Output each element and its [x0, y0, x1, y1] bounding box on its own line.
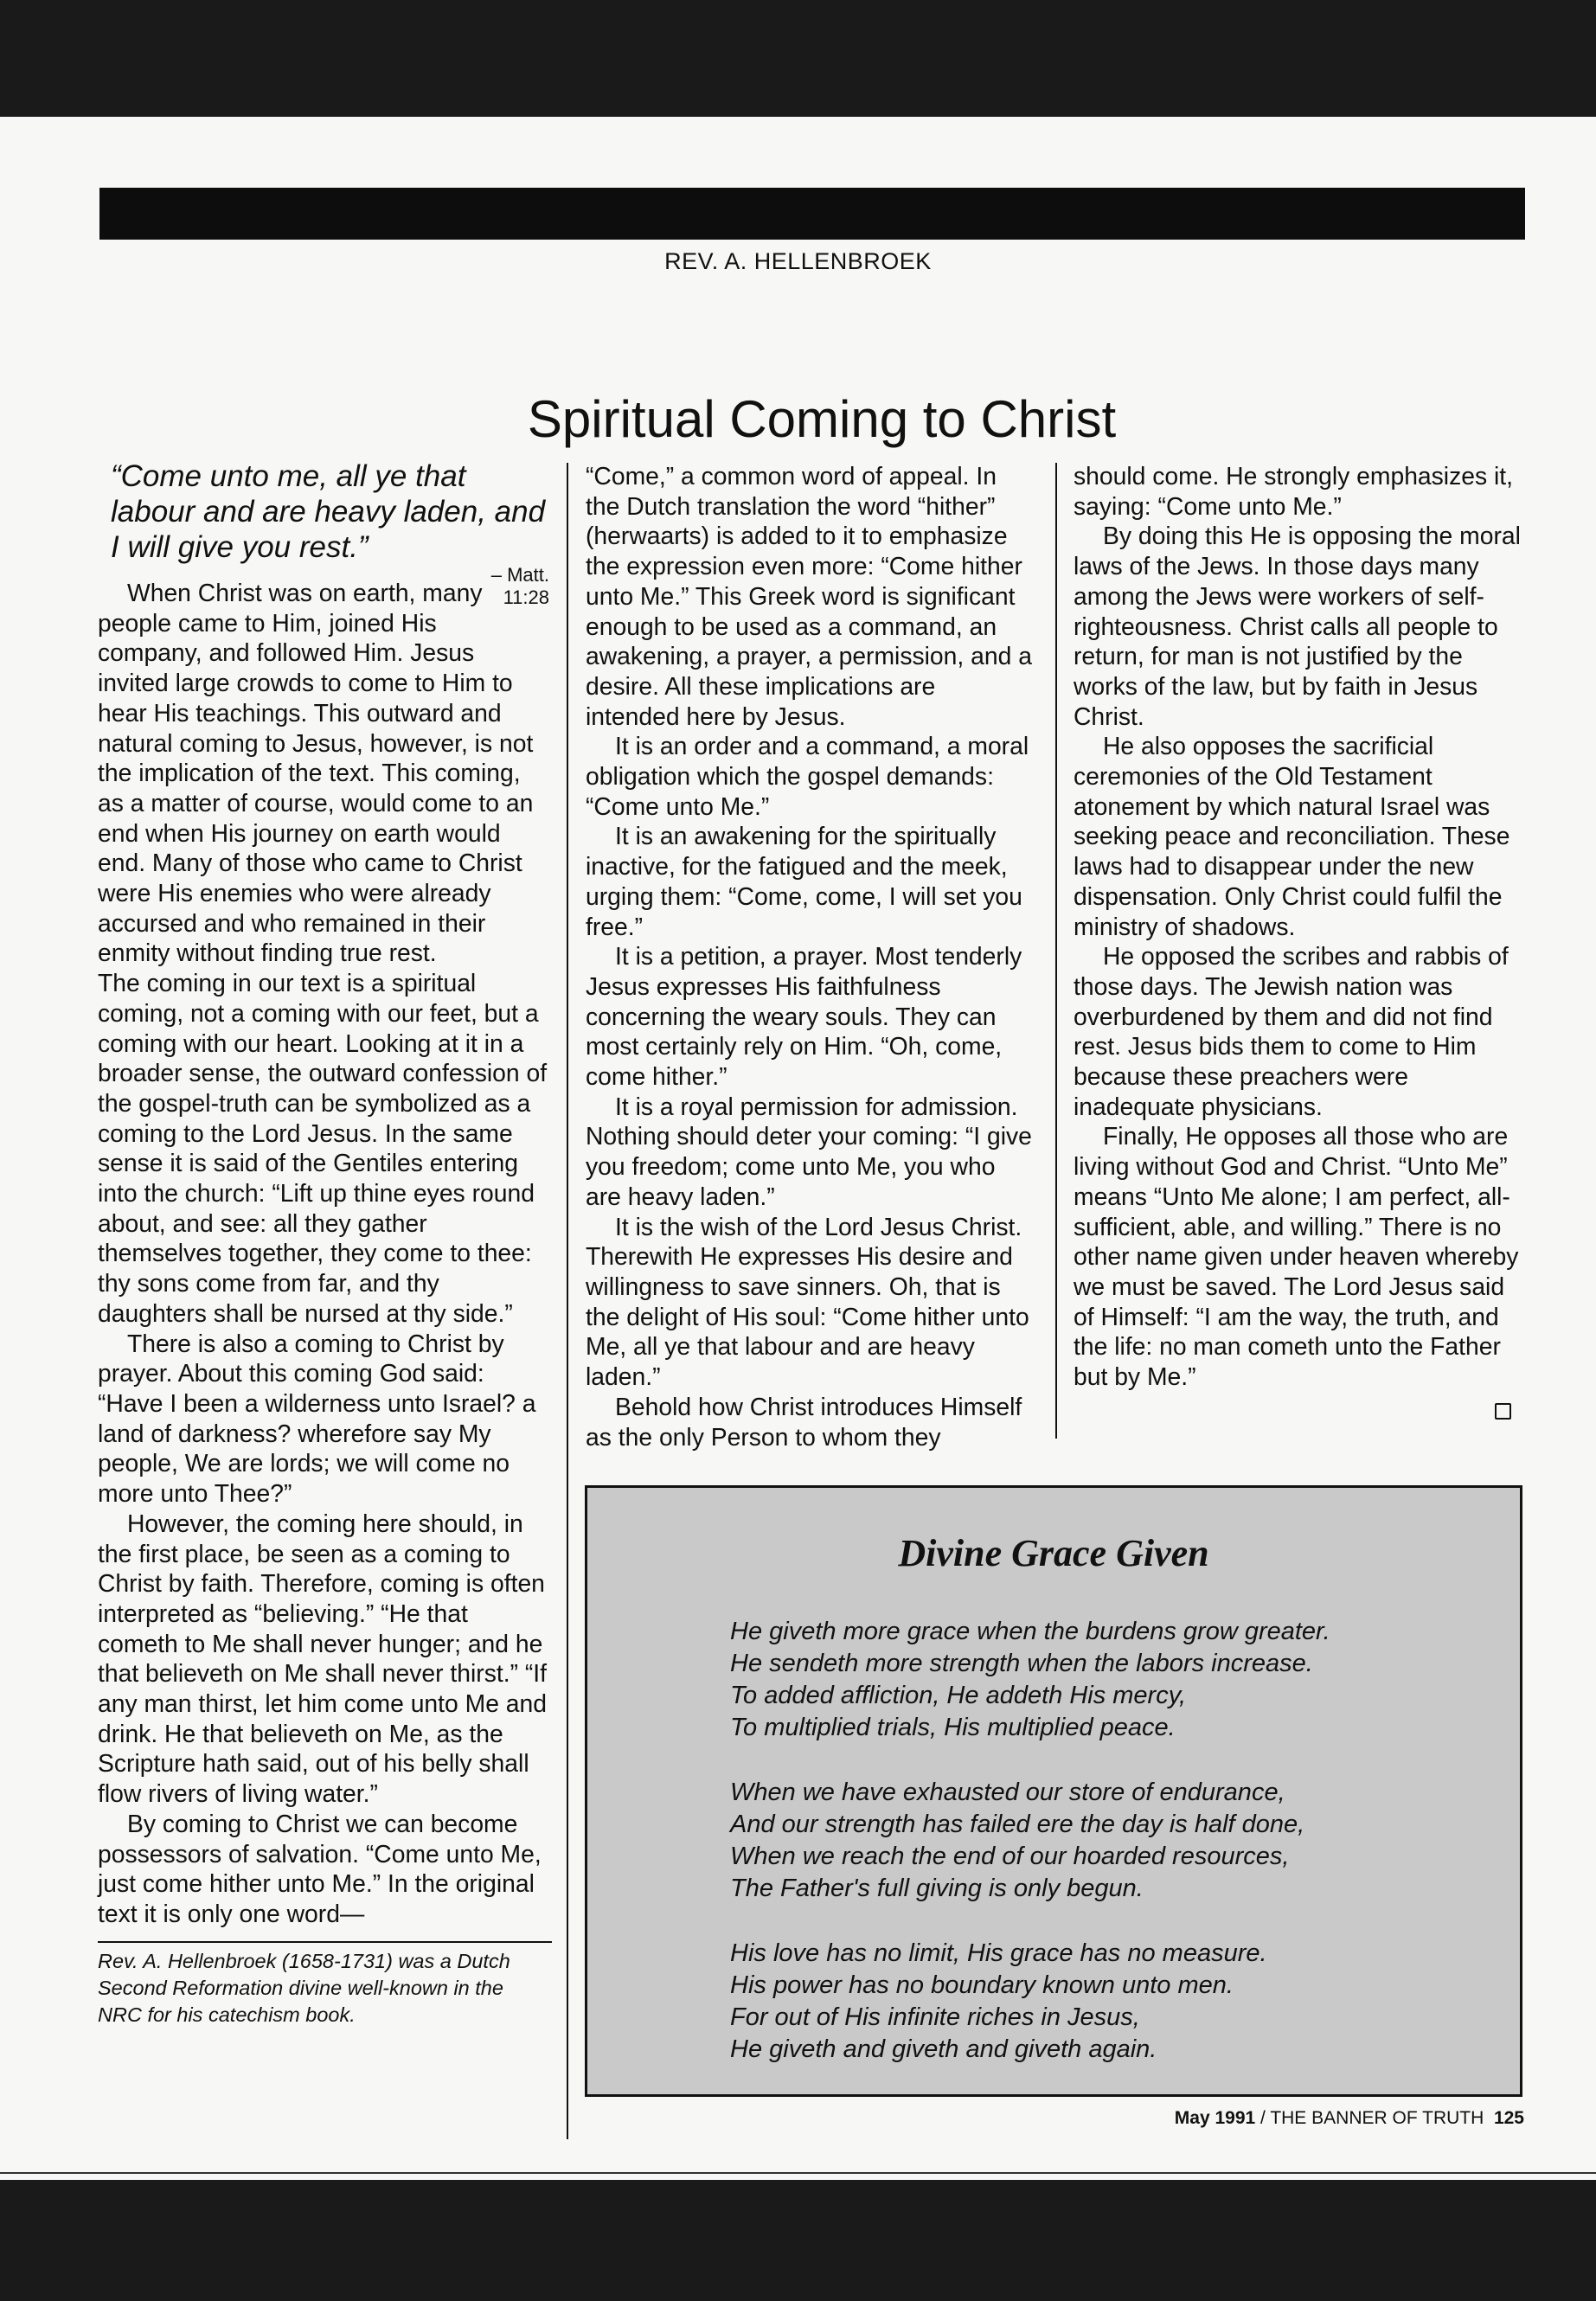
poem-stanza — [730, 1777, 1491, 1905]
footnote-rule — [98, 1941, 552, 1943]
paragraph: The coming in our text is a spiritual coming, not a coming with our feet, but a coming with our heart. Looking at it in a broader sense, the outward confession of the gospel-truth can be symbolized as a coming to the Lord Jesus. In the same sense it is said of the Gentiles entering into the church: “Lift up thine eyes round about, and see: all they gather themselves together, they come to thee: thy sons come from far, and thy daughters shall be nursed at thy side.” — [98, 969, 548, 1327]
poem-line: He sendeth more strength when the labors increase. — [730, 1650, 1313, 1677]
header-bar — [99, 188, 1525, 240]
poem-line: His power has no boundary known unto men. — [730, 1971, 1234, 1999]
poem-line: He giveth and giveth and giveth again. — [730, 2035, 1157, 2063]
paragraph: However, the coming here should, in the first place, be seen as a coming to Christ by faith. Therefore, coming is often interpreted as “believing.” “He that cometh to Me shall never hunger; and he that believeth on Me shall never thirst.” “If any man thirst, let him come unto Me and drink. He that believeth on Me, as the Scripture hath said, out of his belly shall flow rivers of living water.” — [98, 1509, 548, 1808]
paragraph: It is a royal permission for admission. Nothing should deter your coming: “I give you freedom; come unto Me, you who are heavy laden.” — [586, 1092, 1032, 1210]
poem-line: He giveth more grace when the burdens grow greater. — [730, 1618, 1330, 1645]
poem-line: To added affliction, He addeth His mercy, — [730, 1682, 1187, 1709]
poem-title: Divine Grace Given — [898, 1532, 1209, 1574]
paragraph: It is an awakening for the spiritually inactive, for the fatigued and the meek, urging them: “Come, come, I will set you free.” — [586, 822, 1022, 940]
poem-line: When we reach the end of our hoarded resources, — [730, 1843, 1290, 1870]
author-byline: REV. A. HELLENBROEK — [664, 248, 932, 274]
poem-line: When we have exhausted our store of endurance, — [730, 1779, 1285, 1806]
column-3 — [1074, 461, 1528, 1392]
paragraph: should come. He strongly emphasizes it, saying: “Come unto Me.” — [1074, 462, 1514, 520]
paragraph: He also opposes the sacrificial ceremonies of the Old Testament atonement by which natural Israel was seeking peace and reconciliation. These laws had to disappear under the new dispensation. Only Christ could fulfil the ministry of shadows. — [1074, 732, 1510, 940]
poem-line: The Father's full giving is only begun. — [730, 1875, 1144, 1902]
paragraph: Finally, He opposes all those who are living without God and Christ. “Unto Me” means “Unto Me alone; I am perfect, all-sufficient, able, and willing.” There is no other name given under heaven whereby we must be saved. The Lord Jesus said of Himself: “I am the way, the truth, and the life: no man cometh unto the Father but by Me.” — [1074, 1122, 1519, 1391]
column-1 — [98, 578, 548, 1929]
poem-body — [730, 1616, 1491, 2099]
epigraph-quote: “Come unto me, all ye that labour and are heavy laden, and I will give you rest.” — [111, 459, 546, 564]
paragraph: “Come,” a common word of appeal. In the Dutch translation the word “hither” (herwaarts) is added to it to emphasize the expression even more: “Come hither unto Me.” This Greek word is significant enough to be used as a command, an awakening, a prayer, a permission, and a desire. All these implications are intended here by Jesus. — [586, 462, 1032, 730]
paragraph: It is a petition, a prayer. Most tenderly Jesus expresses His faithfulness concerning the weary souls. They can most certainly rely on Him. “Oh, come, come hither.” — [586, 942, 1022, 1091]
magazine-page — [0, 117, 1596, 2180]
column-divider — [567, 463, 568, 2139]
end-of-article-mark — [1495, 1403, 1511, 1420]
poem-box — [585, 1485, 1522, 2097]
paragraph: When Christ was on earth, many people came to Him, joined His company, and followed Him. Jesus invited large crowds to come to Him to hear His teachings. This outward and natural coming to Jesus, however, is not the implication of the text. This coming, as a matter of course, would come to an end when His journey on earth would end. Many of those who came to Christ were His enemies who were already accursed and who remained in their enmity without finding true rest. — [98, 579, 534, 967]
column-2 — [586, 461, 1035, 1452]
paragraph: By doing this He is opposing the moral laws of the Jews. In those days many among the Jews were workers of self-righteousness. Christ calls all people to return, for man is not justified by the works of the law, but by faith in Jesus Christ. — [1074, 522, 1521, 730]
paragraph: It is an order and a command, a moral obligation which the gospel demands: “Come unto Me.” — [586, 732, 1029, 820]
folio-separator: / — [1255, 2108, 1271, 2128]
poem-stanza — [730, 1938, 1491, 2066]
folio-page-number: 125 — [1493, 2108, 1524, 2128]
paragraph: By coming to Christ we can become possessors of salvation. “Come unto Me, just come hither unto Me.” In the original text it is only one word— — [98, 1809, 542, 1927]
paragraph: There is also a coming to Christ by prayer. About this coming God said: “Have I been a wilderness unto Israel? a land of darkness? wherefore say My people, We are lords; we will come no more unto Thee?” — [98, 1329, 536, 1508]
poem-line: And our strength has failed ere the day is half done, — [730, 1811, 1305, 1838]
column-divider — [1055, 463, 1057, 1439]
paragraph: Behold how Christ introduces Himself as the only Person to whom they — [586, 1392, 1022, 1451]
bottom-rule — [0, 2172, 1596, 2174]
paragraph: He opposed the scribes and rabbis of those days. The Jewish nation was overburdened by them and did not find rest. Jesus bids them to come to Him because these preachers were inadequate physicians. — [1074, 942, 1509, 1120]
epigraph-reference: – Matt. 11:28 — [490, 564, 549, 608]
author-footnote: Rev. A. Hellenbroek (1658-1731) was a Dutch Second Reformation divine well-known in the NRC for his catechism book. — [98, 1950, 510, 2026]
poem-line: His love has no limit, His grace has no measure. — [730, 1939, 1267, 1967]
poem-line: For out of His infinite riches in Jesus, — [730, 2003, 1140, 2031]
folio-date: May 1991 — [1174, 2108, 1256, 2128]
folio-publication: THE BANNER OF TRUTH — [1270, 2108, 1484, 2128]
paragraph: It is the wish of the Lord Jesus Christ. Therewith He expresses His desire and willingness to save sinners. Oh, that is the delight of His soul: “Come hither unto Me, all ye that labour and are heavy laden.” — [586, 1212, 1029, 1391]
article-title: Spiritual Coming to Christ — [527, 390, 1117, 448]
poem-stanza — [730, 1616, 1491, 1744]
poem-line: To multiplied trials, His multiplied peace. — [730, 1714, 1176, 1741]
page-folio — [865, 2108, 1524, 2129]
